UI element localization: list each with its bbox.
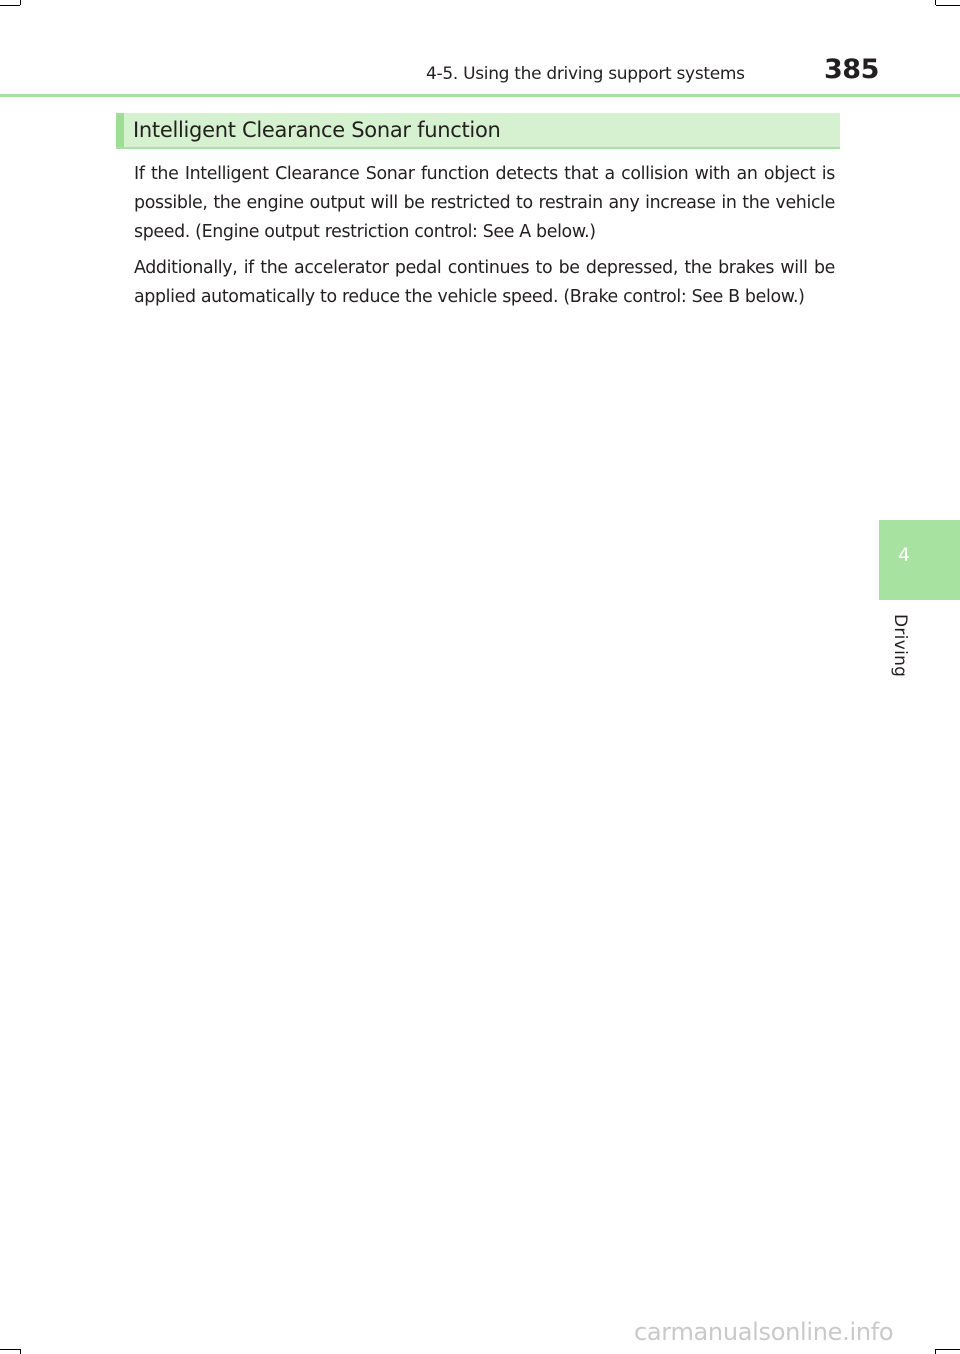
chapter-tab: [879, 520, 960, 600]
running-header-section: 4-5. Using the driving support systems: [426, 64, 745, 84]
section-heading: [116, 113, 840, 149]
chapter-label-container: [884, 614, 924, 704]
chapter-number: 4: [897, 544, 911, 566]
chapter-label: Driving: [890, 614, 910, 678]
body-paragraph-2: Additionally, if the accelerator pedal continues to be depressed, the brakes will be applied automatically to reduce the vehicle speed. (Brake control: See B below.): [134, 258, 835, 307]
body-paragraph-1: If the Intelligent Clearance Sonar function detects that a collision with an object is possible, the engine output will be restricted to restrain any increase in the vehicle speed. (Engine output restriction control: See A below.): [134, 164, 835, 242]
section-heading-title: Intelligent Clearance Sonar function: [133, 118, 501, 142]
crop-mark-top-left-v: [20, 0, 21, 5]
page-number: 385: [824, 54, 879, 85]
crop-mark-bottom-right-h: [936, 1349, 960, 1350]
header-rule: [0, 94, 960, 97]
watermark: carmanualsonline.info: [634, 1318, 894, 1346]
crop-mark-top-right-h: [936, 5, 960, 6]
crop-mark-top-left-h: [0, 5, 20, 6]
crop-mark-bottom-right-v: [935, 1349, 936, 1354]
crop-mark-bottom-left-h: [0, 1349, 20, 1350]
crop-mark-bottom-left-v: [20, 1349, 21, 1354]
section-heading-accent-bar: [116, 113, 124, 147]
